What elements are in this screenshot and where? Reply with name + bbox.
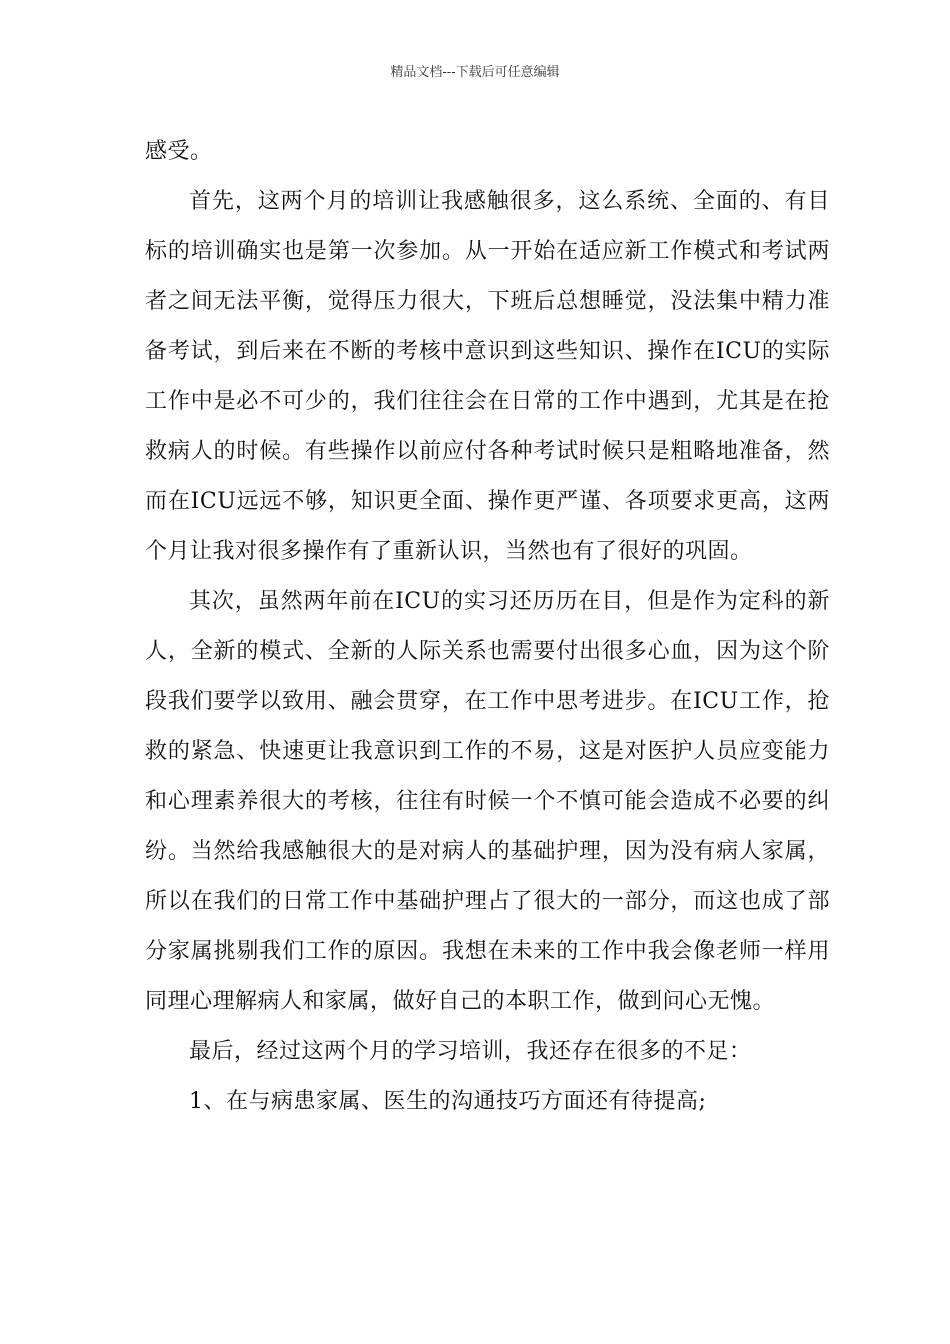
paragraph-2: 首先，这两个月的培训让我感触很多，这么系统、全面的、有目标的培训确实也是第一次参加。从一开始在适应新工作模式和考试两者之间无法平衡，觉得压力很大，下班后总想睡觉，没法集中精力准备考试，到后来在不断的考核中意识到这些知识、操作在ICU的实际工作中是必不可少的，我们往往会在日常的工作中遇到，尤其是在抢救病人的时候。有些操作以前应付各种考试时候只是粗略地准备，然而在ICU远远不够，知识更全面、操作更严谨、各项要求更高，这两个月让我对很多操作有了重新认识，当然也有了很好的巩固。	[145, 189, 830, 564]
document-body	[145, 127, 830, 1127]
list-item-1: 1、在与病患家属、医生的沟通技巧方面还有待提高;	[189, 1089, 707, 1114]
paragraph-4: 最后，经过这两个月的学习培训，我还存在很多的不足：	[189, 1039, 752, 1064]
paragraph-3: 其次，虽然两年前在ICU的实习还历历在目，但是作为定科的新人，全新的模式、全新的人际关系也需要付出很多心血，因为这个阶段我们要学以致用、融会贯穿，在工作中思考进步。在ICU工作，抢救的紧急、快速更让我意识到工作的不易，这是对医护人员应变能力和心理素养很大的考核，往往有时候一个不慎可能会造成不必要的纠纷。当然给我感触很大的是对病人的基础护理，因为没有病人家属，所以在我们的日常工作中基础护理占了很大的一部分，而这也成了部分家属挑剔我们工作的原因。我想在未来的工作中我会像老师一样用同理心理解病人和家属，做好自己的本职工作，做到问心无愧。	[145, 589, 830, 1014]
page-header: 精品文档---下载后可任意编辑	[390, 65, 560, 80]
paragraph-1: 感受。	[145, 139, 213, 164]
